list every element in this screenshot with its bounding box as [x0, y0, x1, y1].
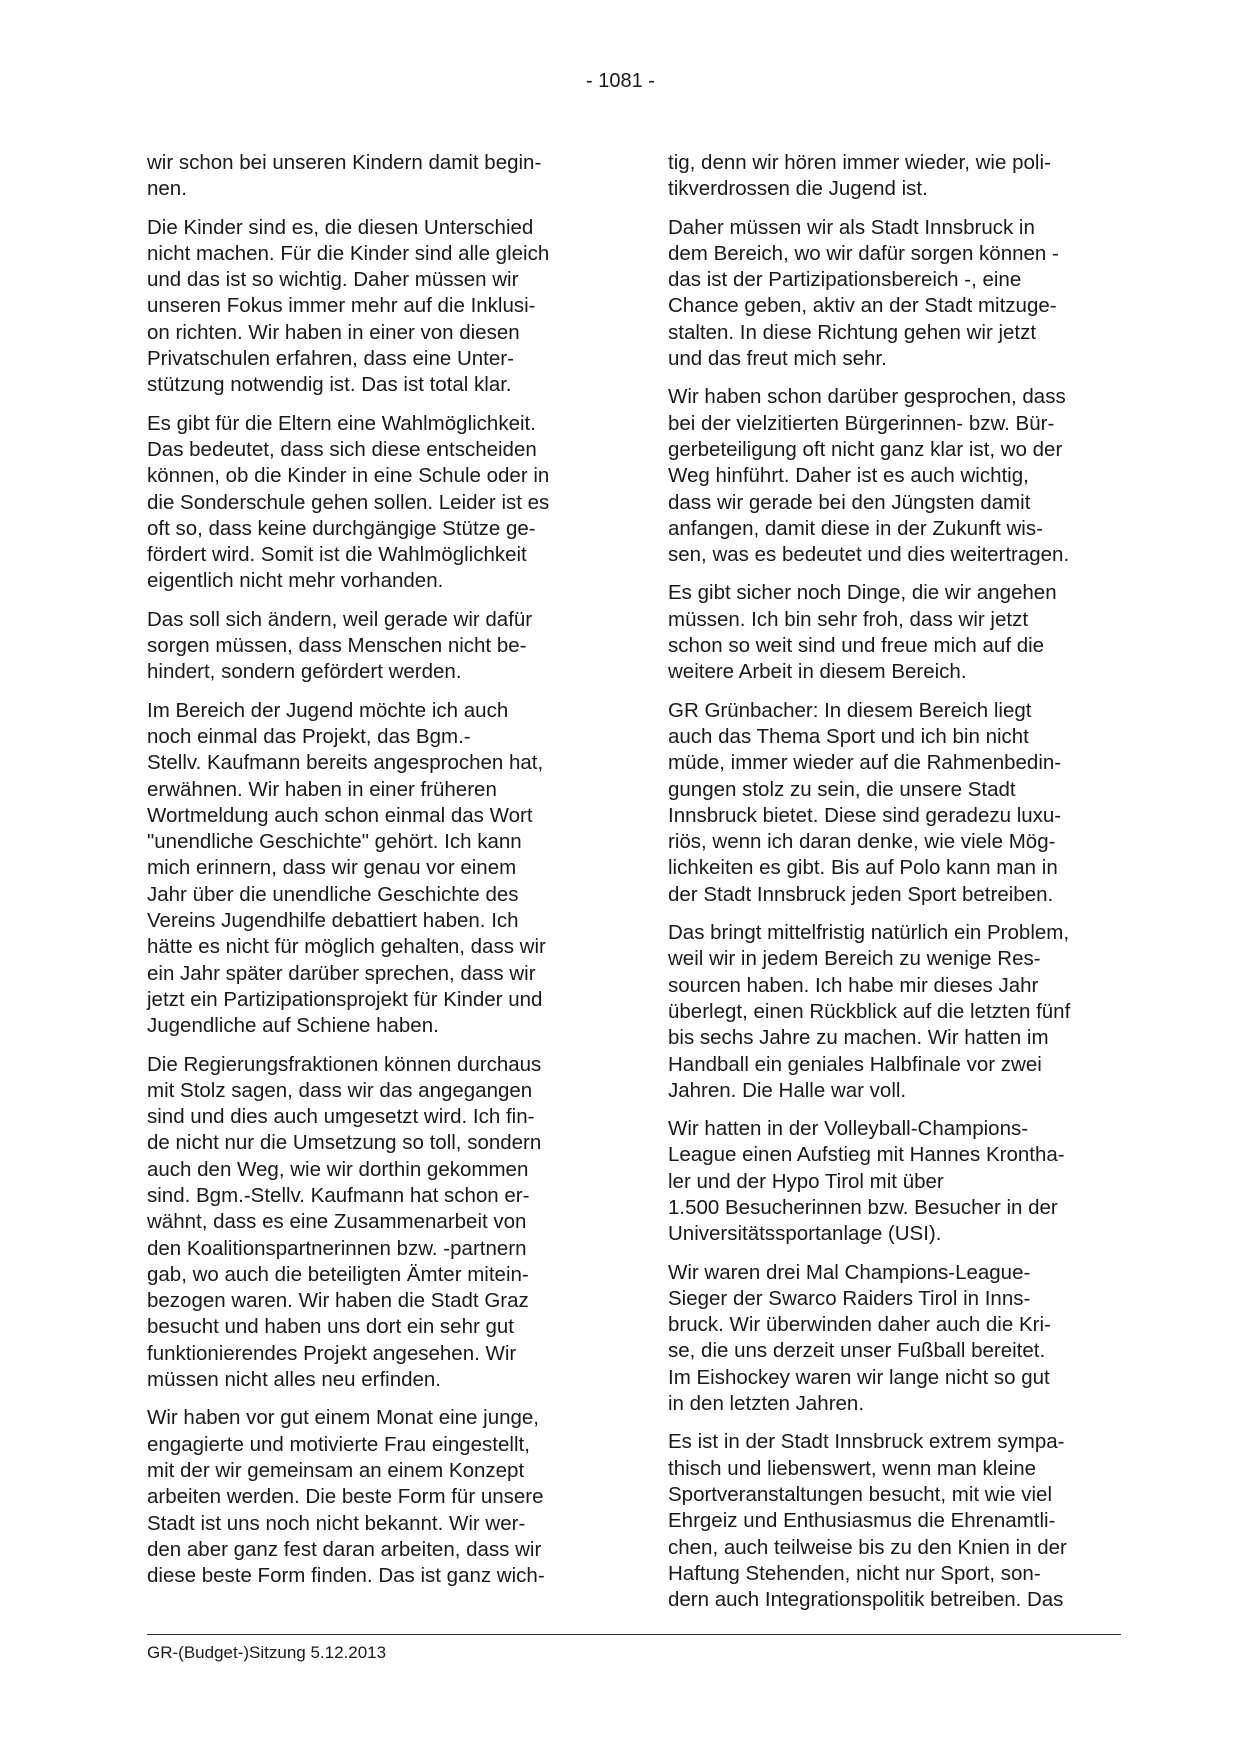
paragraph: Wir haben schon darüber gesprochen, dass bei der vielzitierten Bürgerinnen- bzw. Bür- gerbeteiligung oft nicht ganz klar ist, wo der Weg hinführt. Daher ist es auch wichtig, dass wir gerade bei den Jüngsten damit anfangen, damit diese in der Zukunft wis- sen, was es bedeutet und dies weitertragen. [668, 385, 1070, 567]
paragraph: Wir waren drei Mal Champions-League- Sieger der Swarco Raiders Tirol in Inns- bruck. Wir überwinden daher auch die Kri- se, die uns derzeit unser Fußball bereitet. Im Eishockey waren wir lange nicht so gut in den letzten Jahren. [668, 1260, 1051, 1416]
paragraph: Daher müssen wir als Stadt Innsbruck in dem Bereich, wo wir dafür sorgen können - das ist der Partizipationsbereich -, eine Chance geben, aktiv an der Stadt mitzuge- stalten. In diese Richtung gehen wir jetzt und das freut mich sehr. [668, 215, 1059, 371]
paragraph: Wir haben vor gut einem Monat eine junge, engagierte und motivierte Frau eingestellt, mit der wir gemeinsam an einem Konzept arbeiten werden. Die beste Form für unsere Stadt ist uns noch nicht bekannt. Wir wer- den aber ganz fest daran arbeiten, dass wir diese beste Form finden. Das ist ganz wich- [147, 1406, 545, 1588]
paragraph: Es gibt sicher noch Dinge, die wir angehen müssen. Ich bin sehr froh, dass wir jetzt schon so weit sind und freue mich auf die weitere Arbeit in diesem Bereich. [668, 581, 1057, 684]
right-column [668, 150, 1128, 1625]
paragraph: Die Regierungsfraktionen können durchaus mit Stolz sagen, dass wir das angegangen sind und dies auch umgesetzt wird. Ich fin- de nicht nur die Umsetzung so toll, sondern auch den Weg, wie wir dorthin gekommen sind. Bgm.-Stellv. Kaufmann hat schon er- wähnt, dass es eine Zusammenarbeit von den Koalitionspartnerinnen bzw. -partnern gab, wo auch die beteiligten Ämter mitein- bezogen waren. Wir haben die Stadt Graz besucht und haben uns dort ein sehr gut funktionierendes Projekt angesehen. Wir müssen nicht alles neu erfinden. [147, 1052, 542, 1392]
paragraph: wir schon bei unseren Kindern damit begin- nen. [147, 151, 542, 201]
footer-session-label: GR-(Budget-)Sitzung 5.12.2013 [147, 1643, 387, 1662]
paragraph: Wir hatten in der Volleyball-Champions- League einen Aufstieg mit Hannes Krontha- ler und der Hypo Tirol mit über 1.500 Besucherinnen bzw. Besucher in der Universitätssportanlage (USI). [668, 1117, 1065, 1246]
footer-divider [147, 1634, 1121, 1635]
left-column [147, 150, 607, 1601]
paragraph: Das bringt mittelfristig natürlich ein Problem, weil wir in jedem Bereich zu wenige Res- sourcen haben. Ich habe mir dieses Jahr überlegt, einen Rückblick auf die letzten fünf bis sechs Jahre zu machen. Wir hatten im Handball ein geniales Halbfinale vor zwei Jahren. Die Halle war voll. [668, 921, 1071, 1102]
paragraph: tig, denn wir hören immer wieder, wie poli- tikverdrossen die Jugend ist. [668, 151, 1051, 201]
paragraph: GR Grünbacher: In diesem Bereich liegt auch das Thema Sport und ich bin nicht müde, immer wieder auf die Rahmenbedin- gungen stolz zu sein, die unsere Stadt Innsbruck bietet. Diese sind geradezu luxu- riös, wenn ich daran denke, wie viele Mög- lichkeiten es gibt. Bis auf Polo kann man in der Stadt Innsbruck jeden Sport betreiben. [668, 698, 1062, 906]
paragraph: Das soll sich ändern, weil gerade wir dafür sorgen müssen, dass Menschen nicht be- hindert, sondern gefördert werden. [147, 607, 533, 684]
paragraph: Im Bereich der Jugend möchte ich auch noch einmal das Projekt, das Bgm.- Stellv. Kaufmann bereits angesprochen hat, erwähnen. Wir haben in einer früheren Wortmeldung auch schon einmal das Wort "unendliche Geschichte" gehört. Ich kann mich erinnern, dass wir genau vor einem Jahr über die unendliche Geschichte des Vereins Jugendhilfe debattiert haben. Ich hätte es nicht für möglich gehalten, dass wir ein Jahr später darüber sprechen, dass wir jetzt ein Partizipationsprojekt für Kinder und Jugendliche auf Schiene haben. [147, 698, 546, 1038]
paragraph: Es gibt für die Eltern eine Wahlmöglichkeit. Das bedeutet, dass sich diese entscheiden können, ob die Kinder in eine Schule oder in die Sonderschule gehen sollen. Leider ist es oft so, dass keine durchgängige Stütze ge- fördert wird. Somit ist die Wahlmöglichkeit eigentlich nicht mehr vorhanden. [147, 411, 550, 593]
paragraph: Es ist in der Stadt Innsbruck extrem sympa- thisch und liebenswert, wenn man kleine Sportveranstaltungen besucht, mit wie viel Ehrgeiz und Enthusiasmus die Ehrenamtli- chen, auch teilweise bis zu den Knien in der Haftung Stehenden, nicht nur Sport, son- dern auch Integrationspolitik betreiben. Das [668, 1430, 1067, 1612]
paragraph: Die Kinder sind es, die diesen Unterschied nicht machen. Für die Kinder sind alle gleich und das ist so wichtig. Daher müssen wir unseren Fokus immer mehr auf die Inklusi- on richten. Wir haben in einer von diesen Privatschulen erfahren, dass eine Unter- stützung notwendig ist. Das ist total klar. [147, 215, 550, 397]
page-number: - 1081 - [586, 70, 655, 92]
